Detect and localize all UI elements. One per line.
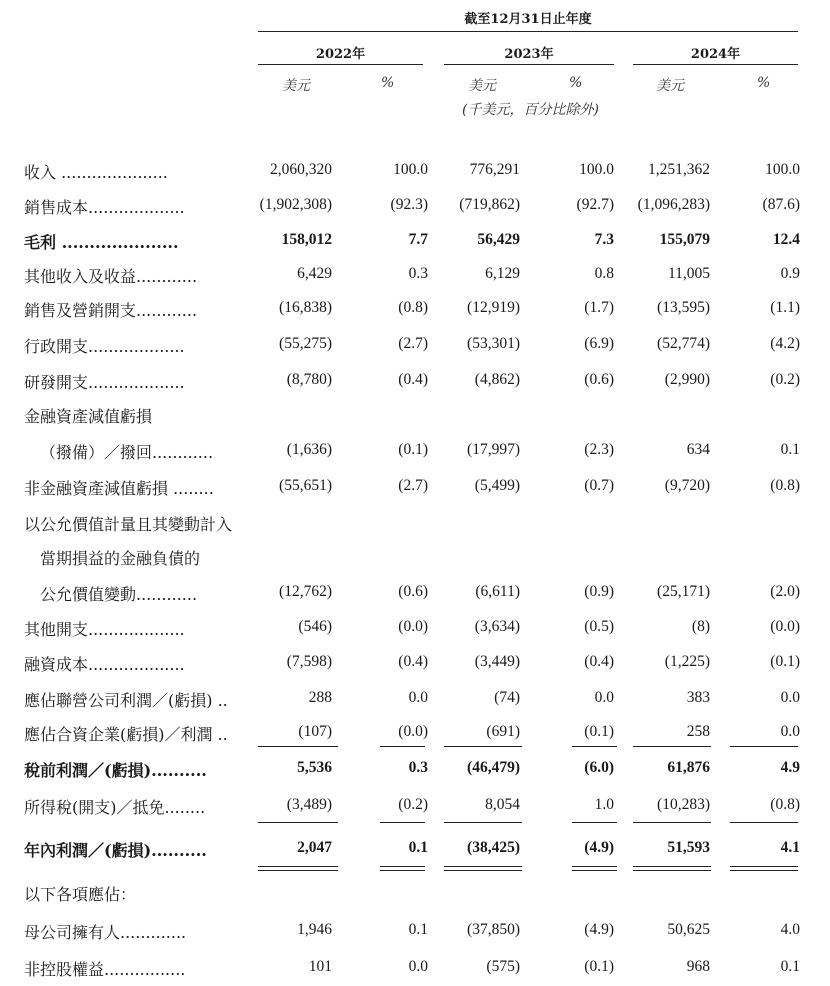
amount-cell: (8) bbox=[691, 618, 710, 635]
unit-2022: 美元 bbox=[282, 78, 310, 94]
dbl-net-3a bbox=[444, 866, 522, 867]
pct-2022: % bbox=[381, 75, 395, 91]
amount-cell: (37,850) bbox=[467, 921, 520, 938]
row-label: 所得稅(開支)／抵免........ bbox=[24, 798, 206, 817]
amount-cell: (55,651) bbox=[279, 477, 332, 494]
amount-cell: 51,593 bbox=[667, 839, 710, 856]
percent-cell: (4.9) bbox=[584, 839, 614, 856]
percent-cell: (87.6) bbox=[762, 196, 800, 213]
row-label: 非金融資產減值虧損 ........ bbox=[24, 479, 214, 498]
percent-cell: (0.4) bbox=[398, 653, 428, 670]
percent-cell: (0.4) bbox=[584, 653, 614, 670]
percent-cell: (92.3) bbox=[390, 196, 428, 213]
percent-cell: 0.1 bbox=[408, 839, 428, 856]
percent-cell: 0.3 bbox=[408, 759, 428, 776]
unit-note: (千美元，百分比除外) bbox=[462, 102, 599, 118]
percent-cell: (2.3) bbox=[584, 441, 614, 458]
amount-cell: 158,012 bbox=[281, 231, 332, 248]
amount-cell: 634 bbox=[686, 441, 710, 458]
amount-cell: (546) bbox=[298, 618, 332, 635]
amount-cell: (46,479) bbox=[467, 759, 520, 776]
amount-cell: 50,625 bbox=[667, 921, 710, 938]
amount-cell: 101 bbox=[308, 958, 332, 975]
percent-cell: 4.0 bbox=[780, 921, 800, 938]
year-2023-underline bbox=[444, 64, 614, 65]
percent-cell: (0.0) bbox=[770, 618, 800, 635]
percent-cell: 12.4 bbox=[772, 231, 800, 248]
rule-net-1 bbox=[258, 822, 338, 823]
amount-cell: (38,425) bbox=[467, 839, 520, 856]
amount-cell: (575) bbox=[486, 958, 520, 975]
percent-cell: 0.0 bbox=[780, 723, 800, 740]
row-label: 毛利 ..................... bbox=[24, 233, 179, 252]
year-2024-header: 2024年 bbox=[690, 47, 741, 62]
amount-cell: (74) bbox=[494, 689, 520, 706]
percent-cell: 7.7 bbox=[408, 231, 428, 248]
amount-cell: 776,291 bbox=[469, 161, 520, 178]
row-label: 年內利潤／(虧損).......... bbox=[24, 841, 207, 860]
percent-cell: 0.8 bbox=[594, 265, 614, 282]
amount-cell: 5,536 bbox=[297, 759, 332, 776]
year-2022-underline bbox=[258, 64, 423, 65]
percent-cell: 0.1 bbox=[780, 958, 800, 975]
amount-cell: (25,171) bbox=[657, 583, 710, 600]
percent-cell: (0.9) bbox=[584, 583, 614, 600]
dbl-net-1a bbox=[258, 866, 338, 867]
unit-2024: 美元 bbox=[656, 78, 684, 94]
amount-cell: (1,636) bbox=[286, 441, 332, 458]
percent-cell: 0.1 bbox=[408, 921, 428, 938]
amount-cell: (2,990) bbox=[664, 371, 710, 388]
amount-cell: 1,946 bbox=[297, 921, 332, 938]
percent-cell: 4.1 bbox=[780, 839, 800, 856]
rule-net-4 bbox=[572, 822, 617, 823]
percent-cell: (4.9) bbox=[584, 921, 614, 938]
percent-cell: (0.4) bbox=[398, 371, 428, 388]
percent-cell: 100.0 bbox=[765, 161, 800, 178]
year-2022-header: 2022年 bbox=[315, 47, 366, 62]
percent-cell: 0.0 bbox=[780, 689, 800, 706]
amount-cell: 6,429 bbox=[297, 265, 332, 282]
period-underline bbox=[258, 31, 798, 32]
amount-cell: (53,301) bbox=[467, 335, 520, 352]
percent-cell: 100.0 bbox=[579, 161, 614, 178]
amount-cell: 8,054 bbox=[485, 796, 520, 813]
row-label: 以公允價值計量且其變動計入 bbox=[24, 515, 233, 534]
rule-pretax-4 bbox=[572, 746, 617, 747]
rule-pretax-5 bbox=[633, 746, 711, 747]
dbl-net-5b bbox=[633, 870, 711, 871]
percent-cell: (0.6) bbox=[584, 371, 614, 388]
row-label: 銷售成本................... bbox=[24, 198, 185, 217]
amount-cell: 968 bbox=[686, 958, 710, 975]
percent-cell: 0.0 bbox=[594, 689, 614, 706]
percent-cell: (0.1) bbox=[584, 958, 614, 975]
amount-cell: (3,634) bbox=[474, 618, 520, 635]
row-label: 金融資產減值虧損 bbox=[24, 407, 153, 426]
amount-cell: (13,595) bbox=[657, 299, 710, 316]
percent-cell: (0.8) bbox=[398, 299, 428, 316]
row-label: 研發開支................... bbox=[24, 373, 185, 392]
dbl-net-4a bbox=[572, 866, 617, 867]
dbl-net-2a bbox=[380, 866, 425, 867]
amount-cell: 11,005 bbox=[667, 265, 710, 282]
amount-cell: 61,876 bbox=[667, 759, 710, 776]
percent-cell: (2.7) bbox=[398, 335, 428, 352]
percent-cell: 100.0 bbox=[393, 161, 428, 178]
amount-cell: (7,598) bbox=[286, 653, 332, 670]
rule-pretax-6 bbox=[730, 746, 798, 747]
percent-cell: 0.1 bbox=[780, 441, 800, 458]
amount-cell: (3,489) bbox=[286, 796, 332, 813]
amount-cell: 155,079 bbox=[659, 231, 710, 248]
amount-cell: (12,919) bbox=[467, 299, 520, 316]
row-label: 當期損益的金融負債的 bbox=[40, 549, 201, 568]
amount-cell: 1,251,362 bbox=[648, 161, 710, 178]
amount-cell: 288 bbox=[308, 689, 332, 706]
amount-cell: (1,096,283) bbox=[637, 196, 710, 213]
row-label: 公允價值變動............ bbox=[40, 585, 198, 604]
dbl-net-6b bbox=[730, 870, 798, 871]
percent-cell: (0.1) bbox=[770, 653, 800, 670]
percent-cell: (4.2) bbox=[770, 335, 800, 352]
percent-cell: (92.7) bbox=[576, 196, 614, 213]
amount-cell: (107) bbox=[298, 723, 332, 740]
row-label: 非控股權益................ bbox=[24, 960, 186, 979]
amount-cell: (55,275) bbox=[279, 335, 332, 352]
rule-net-3 bbox=[444, 822, 522, 823]
row-label: 應佔聯營公司利潤／(虧損) .. bbox=[24, 691, 228, 710]
percent-cell: (0.8) bbox=[770, 796, 800, 813]
amount-cell: (17,997) bbox=[467, 441, 520, 458]
row-label: 其他收入及收益............ bbox=[24, 267, 198, 286]
rule-net-6 bbox=[730, 822, 798, 823]
percent-cell: (0.1) bbox=[398, 441, 428, 458]
amount-cell: (719,862) bbox=[459, 196, 520, 213]
rule-net-2 bbox=[380, 822, 425, 823]
dbl-net-6a bbox=[730, 866, 798, 867]
row-label: 收入 ..................... bbox=[24, 163, 168, 182]
amount-cell: (52,774) bbox=[657, 335, 710, 352]
percent-cell: 1.0 bbox=[594, 796, 614, 813]
percent-cell: (2.0) bbox=[770, 583, 800, 600]
amount-cell: (10,283) bbox=[657, 796, 710, 813]
row-label: （撥備）／撥回............ bbox=[40, 443, 214, 462]
dbl-net-1b bbox=[258, 870, 338, 871]
percent-cell: (0.6) bbox=[398, 583, 428, 600]
percent-cell: 4.9 bbox=[780, 759, 800, 776]
row-label: 母公司擁有人............. bbox=[24, 923, 187, 942]
amount-cell: (16,838) bbox=[279, 299, 332, 316]
amount-cell: (1,225) bbox=[664, 653, 710, 670]
row-label: 稅前利潤／(虧損).......... bbox=[24, 761, 207, 780]
percent-cell: (0.8) bbox=[770, 477, 800, 494]
dbl-net-4b bbox=[572, 870, 617, 871]
amount-cell: (1,902,308) bbox=[259, 196, 332, 213]
percent-cell: (0.7) bbox=[584, 477, 614, 494]
row-label: 其他開支................... bbox=[24, 620, 185, 639]
pct-2023: % bbox=[569, 75, 583, 91]
amount-cell: (9,720) bbox=[664, 477, 710, 494]
amount-cell: (3,449) bbox=[474, 653, 520, 670]
rule-pretax-2 bbox=[380, 746, 425, 747]
pct-2024: % bbox=[757, 75, 771, 91]
amount-cell: 383 bbox=[686, 689, 710, 706]
amount-cell: (4,862) bbox=[474, 371, 520, 388]
percent-cell: (2.7) bbox=[398, 477, 428, 494]
percent-cell: 0.9 bbox=[780, 265, 800, 282]
unit-2023: 美元 bbox=[468, 78, 496, 94]
percent-cell: (1.7) bbox=[584, 299, 614, 316]
amount-cell: 258 bbox=[686, 723, 710, 740]
percent-cell: (0.2) bbox=[770, 371, 800, 388]
amount-cell: (691) bbox=[486, 723, 520, 740]
row-label: 銷售及營銷開支............ bbox=[24, 301, 198, 320]
amount-cell: (5,499) bbox=[474, 477, 520, 494]
percent-cell: (1.1) bbox=[770, 299, 800, 316]
period-header: 截至12月31日止年度 bbox=[464, 12, 592, 27]
percent-cell: (0.0) bbox=[398, 723, 428, 740]
amount-cell: 2,060,320 bbox=[270, 161, 332, 178]
row-label: 融資成本................... bbox=[24, 655, 185, 674]
percent-cell: 7.3 bbox=[594, 231, 614, 248]
percent-cell: (6.9) bbox=[584, 335, 614, 352]
row-label: 以下各項應佔： bbox=[24, 885, 137, 904]
year-2024-underline bbox=[633, 64, 798, 65]
rule-net-5 bbox=[633, 822, 711, 823]
amount-cell: (6,611) bbox=[475, 583, 520, 600]
percent-cell: 0.0 bbox=[408, 689, 428, 706]
rule-pretax-3 bbox=[444, 746, 522, 747]
amount-cell: 2,047 bbox=[297, 839, 332, 856]
amount-cell: (8,780) bbox=[286, 371, 332, 388]
year-2023-header: 2023年 bbox=[504, 47, 554, 62]
percent-cell: 0.3 bbox=[408, 265, 428, 282]
dbl-net-3b bbox=[444, 870, 522, 871]
amount-cell: 6,129 bbox=[485, 265, 520, 282]
percent-cell: (0.2) bbox=[398, 796, 428, 813]
row-label: 應佔合資企業(虧損)／利潤 .. bbox=[24, 725, 228, 744]
percent-cell: (0.0) bbox=[398, 618, 428, 635]
dbl-net-5a bbox=[633, 866, 711, 867]
percent-cell: (6.0) bbox=[584, 759, 614, 776]
percent-cell: 0.0 bbox=[408, 958, 428, 975]
dbl-net-2b bbox=[380, 870, 425, 871]
row-label: 行政開支................... bbox=[24, 337, 185, 356]
percent-cell: (0.5) bbox=[584, 618, 614, 635]
percent-cell: (0.1) bbox=[584, 723, 614, 740]
rule-pretax-1 bbox=[258, 746, 338, 747]
amount-cell: 56,429 bbox=[477, 231, 520, 248]
amount-cell: (12,762) bbox=[279, 583, 332, 600]
